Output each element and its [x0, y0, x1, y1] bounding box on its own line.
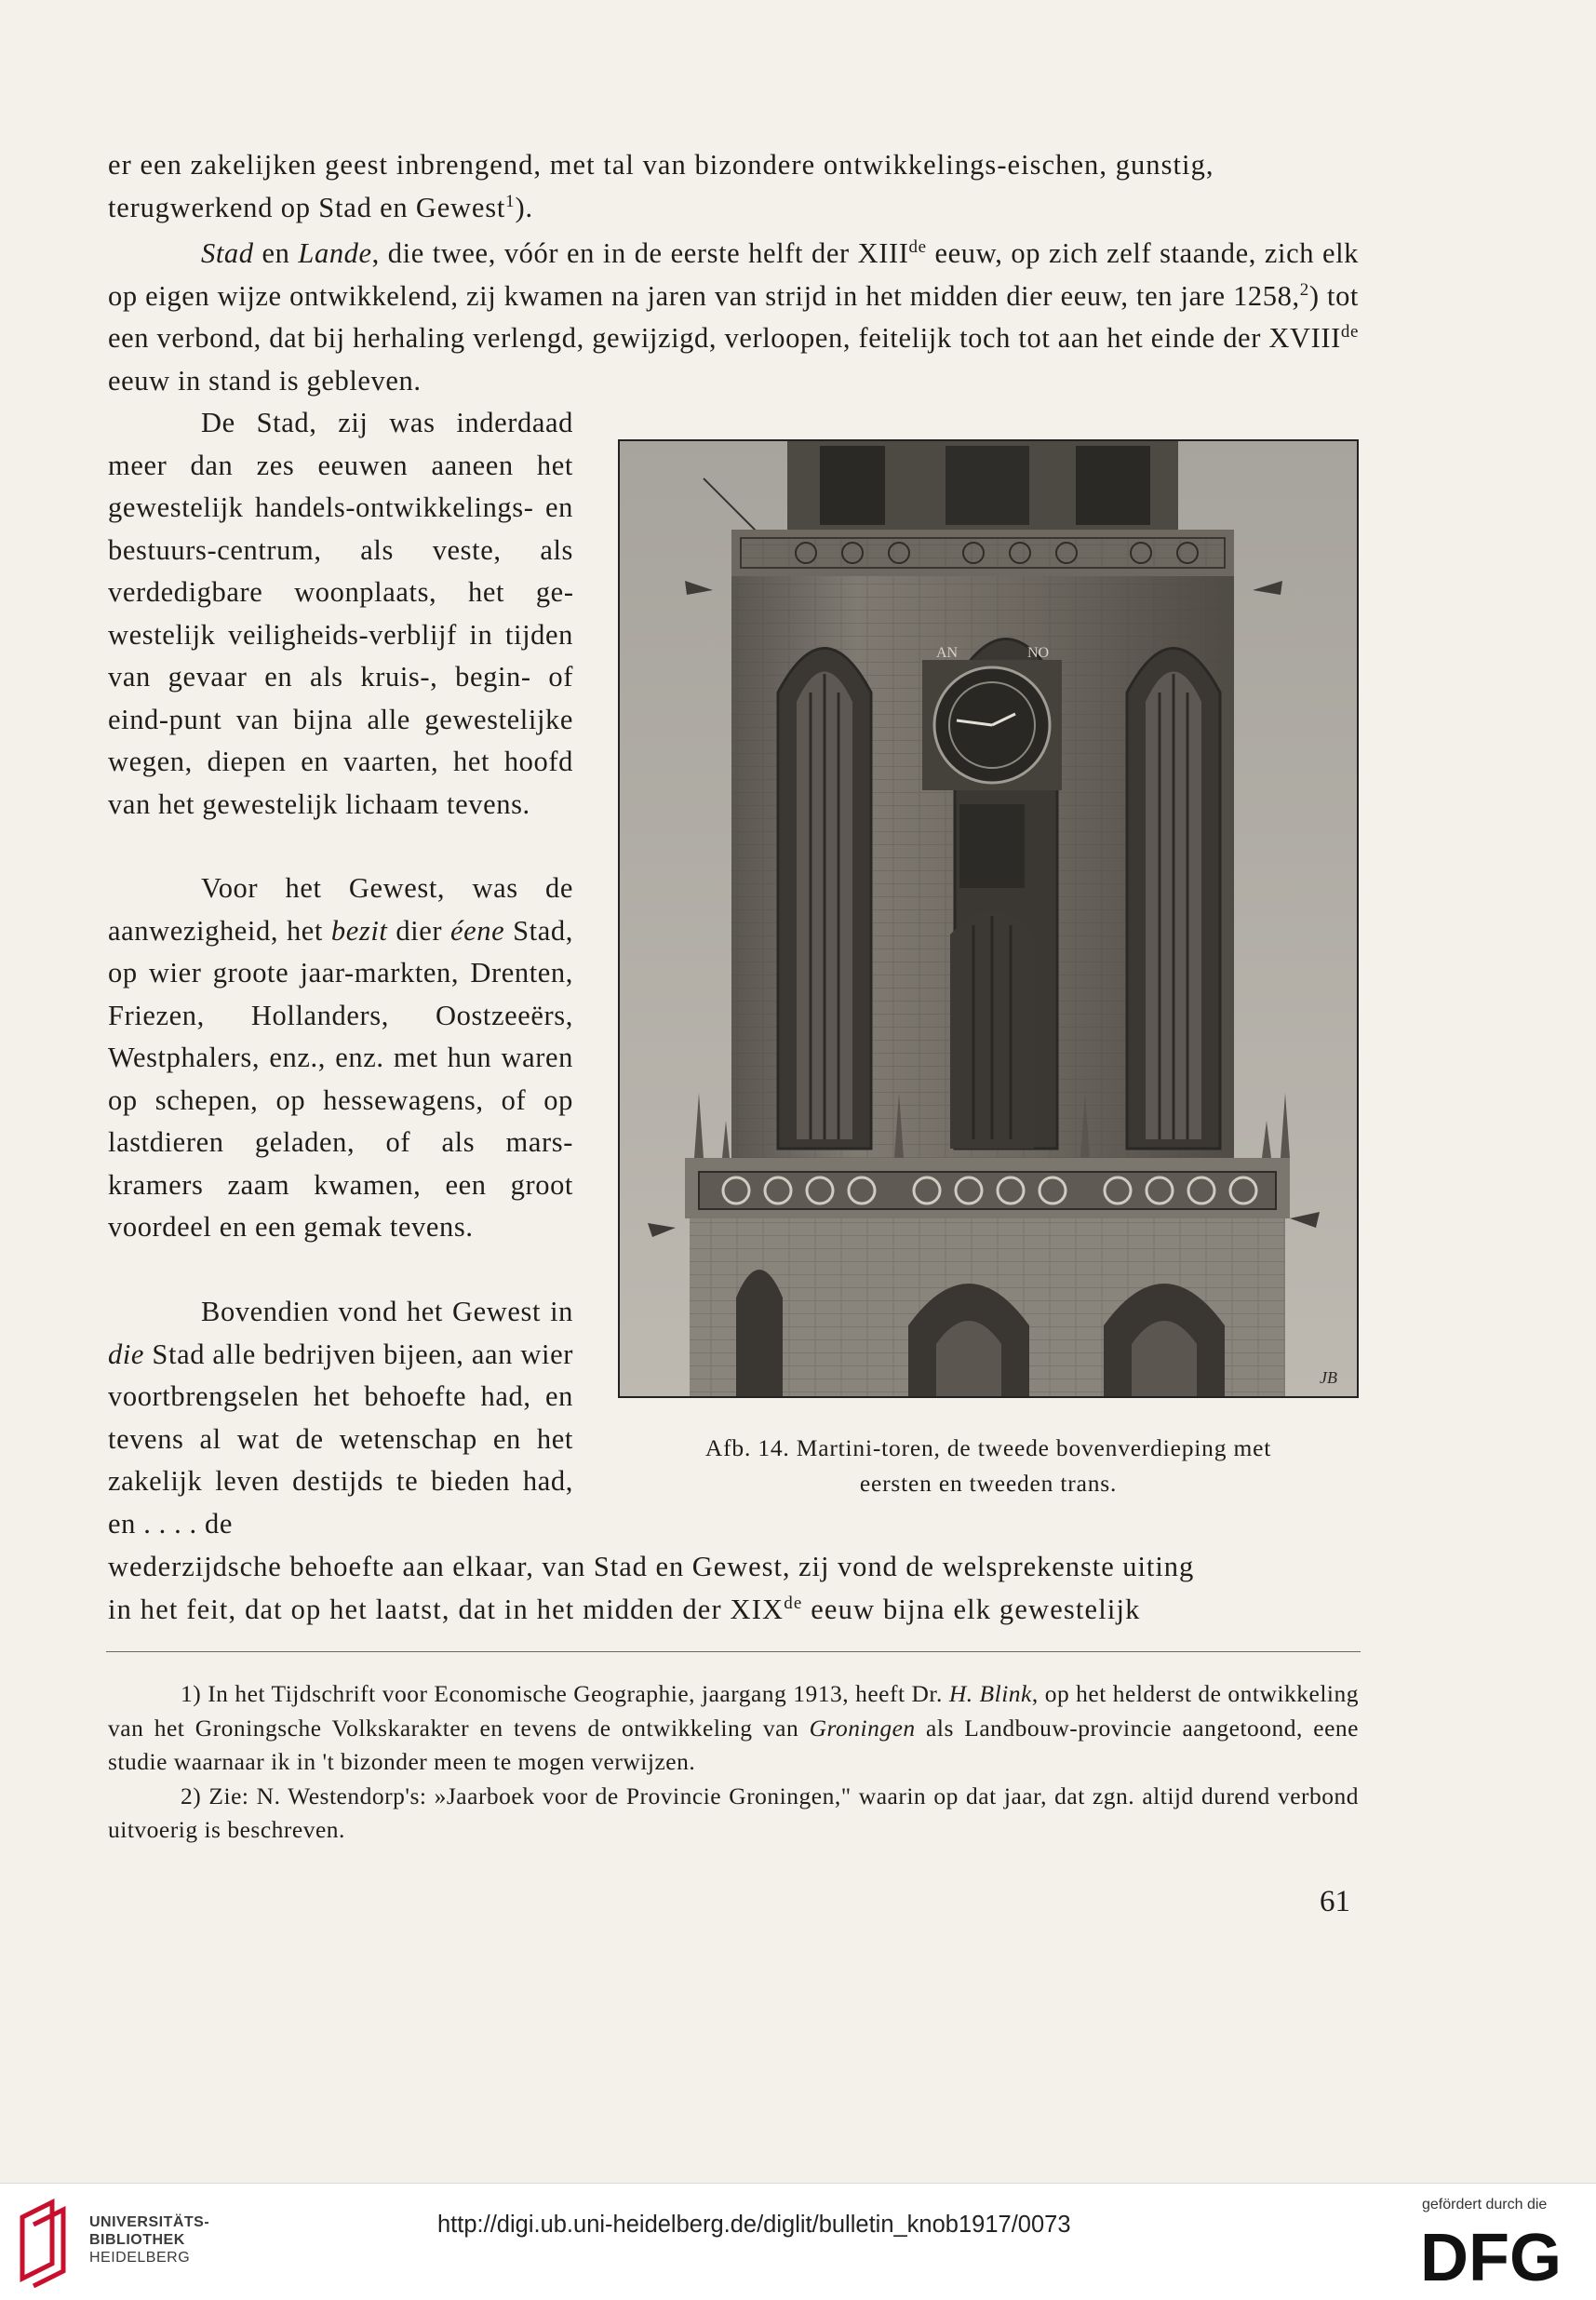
footnotes: [108, 1677, 1359, 1848]
body-paragraph: De Stad, zij was inderdaad meer dan zes eeuwen aaneen het gewestelijk handels-ontwikkelings- en bestuurs-centrum, als veste, als verdedigbare woonplaats, het gewestelijk veiligheids-verblijf in tijden van gevaar en als kruis-, begin- of eind-punt van bijna alle gewestelijke wegen, diepen en vaarten, het hoofd van het gewestelijk lichaam tevens.: [108, 407, 573, 820]
body-paragraph: Voor het Gewest, was de aanwezigheid, het bezit dier éene Stad, op wier groote jaar-markten, Drenten, Friezen, Hollanders, Oostzeeërs, Westphalers, enz., enz. met hun waren op schepen, op hessewagens, of op lastdieren geladen, of als mars-kramers zaam kwamen, een groot voordeel en een gemak tevens.: [108, 872, 573, 1243]
body-line: wederzijdsche behoefte aan elkaar, van Stad en Gewest, zij vond de welsprekenste uiting: [108, 1551, 1195, 1582]
figure-caption: Afb. 14. Martini-toren, de tweede bovenverdieping met eersten en tweeden trans.: [704, 1434, 1272, 1497]
permalink-url[interactable]: http://digi.ub.uni-heidelberg.de/diglit/bulletin_knob1917/0073: [437, 2212, 1071, 2238]
clock-inscription-right: NO: [1027, 645, 1050, 661]
footnote-2: 2) Zie: N. Westendorp's: »Jaarboek voor de Provincie Groningen," waarin op dat jaar, dat zgn. altijd durend verbond uitvoerig is beschreven.: [108, 1782, 1359, 1843]
body-line: in het feit, dat op het laatst, dat in het midden der XIXde eeuw bijna elk gewestelijk: [108, 1593, 1141, 1625]
university-library-logo-icon[interactable]: [15, 2199, 80, 2288]
body-line: er een zakelijken geest inbrengend, met tal van bizondere ontwikkelings-eischen, gunstig,: [108, 149, 1214, 181]
clock-inscription-left: AN: [936, 645, 959, 661]
dfg-logo-icon[interactable]: [1418, 2219, 1582, 2290]
library-name: UNIVERSITÄTS- BIBLIOTHEK HEIDELBERG: [89, 2214, 210, 2266]
footnote-ref[interactable]: 1: [505, 191, 516, 211]
body-paragraph: Bovendien vond het Gewest in die Stad alle bedrijven bijeen, aan wier voortbrengselen het behoefte had, en tevens al wat de wetenschap en het zakelijk leven destijds te bieden had, en . . . . de: [108, 1296, 573, 1540]
page-number: 61: [1320, 1885, 1350, 1918]
tower-photograph: [618, 439, 1359, 1398]
footnote-divider: [106, 1651, 1361, 1652]
body-line: terugwerkend op Stad en Gewest$^1$).: [108, 191, 533, 223]
body-paragraph: Stad en Lande, die twee, vóór en in de eerste helft der XIIIde eeuw, op zich zelf staande, zich elk op eigen wijze ontwikkelend, zij kwamen na jaren van strijd in het midden dier eeuw, ten jare 1258,$^2$) tot een verbond, dat bij herhaling verlengd, gewijzigd, verloopen, feitelijk toch tot aan het einde der XVIIIde eeuw in stand is gebleven.: [108, 236, 1360, 397]
funding-label: gefördert durch die: [1422, 2197, 1548, 2213]
footnote-ref[interactable]: 2: [1299, 279, 1309, 300]
photographer-mark: JB: [1320, 1368, 1337, 1387]
footnote-1: 1) In het Tijdschrift voor Economische Geographie, jaargang 1913, heeft Dr. H. Blink, op het helderst de ontwikkeling van het Groningsche Volkskarakter en tevens de ontwikkeling van Groningen als Landbouw-provincie aangetoond, eene studie waarnaar ik in 't bizonder meen te mogen verwijzen.: [108, 1680, 1360, 1775]
svg-text:DFG: DFG: [1420, 2221, 1562, 2290]
viewer-footer: [0, 2183, 1596, 2300]
